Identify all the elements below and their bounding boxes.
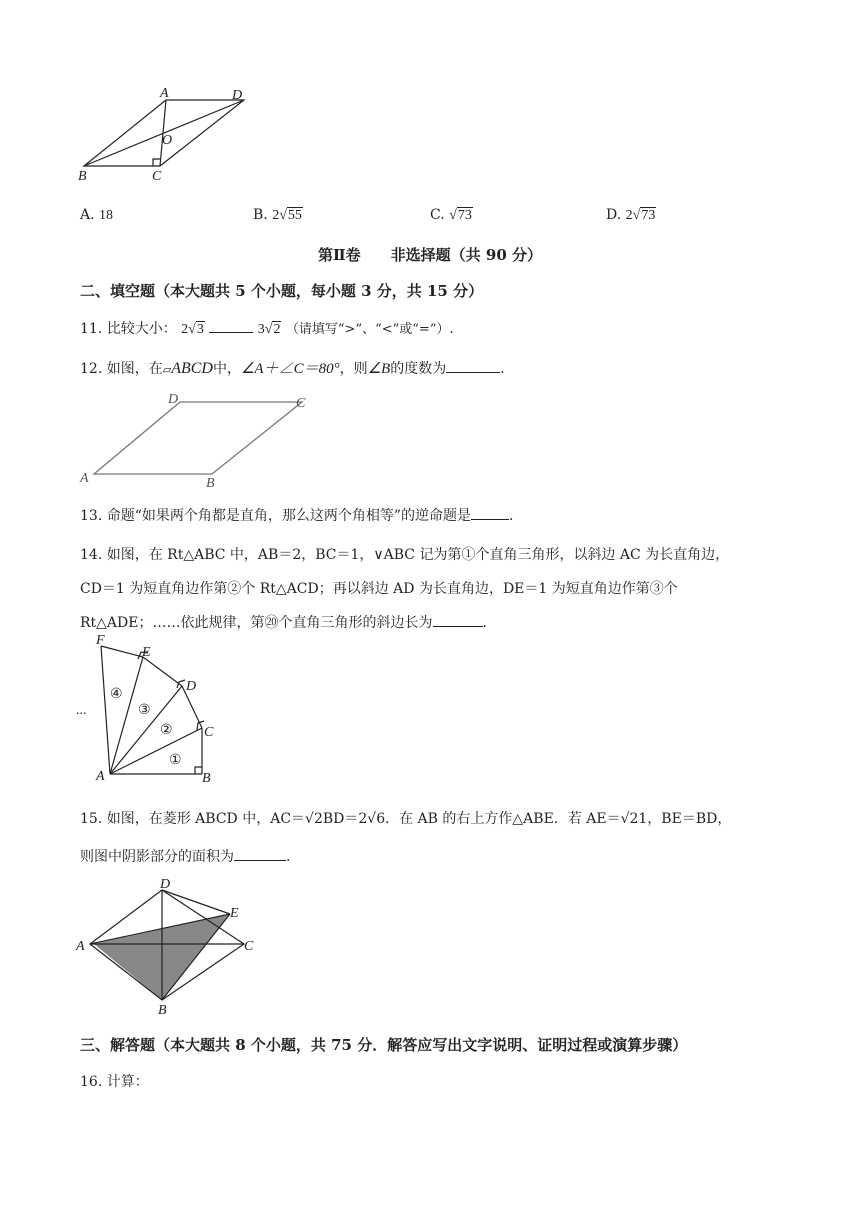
label-B: B — [158, 1003, 167, 1018]
option-c — [430, 207, 473, 224]
q15-text1: 如图，在菱形 ABCD 中，AC＝√2BD＝2√6．在 AB 的右上方作△ABE．若 AE＝√21，BE＝BD， — [106, 811, 732, 827]
part3-heading: 三、解答题（本大题共 8 个小题，共 75 分．解答应写出文字说明、证明过程或演算步骤） — [80, 1036, 688, 1054]
q11-prefix: 比较大小： — [106, 321, 177, 337]
option-d-label: D. — [606, 207, 622, 223]
label-D: D — [168, 392, 179, 407]
q11-a-rad: 3 — [196, 322, 204, 337]
parallelogram-icon: ▱ — [162, 363, 172, 376]
q12-abcd: ABCD — [171, 360, 213, 377]
option-b — [253, 207, 303, 224]
q11-b-coef: 3 — [257, 322, 265, 337]
option-b-coef: 2 — [272, 208, 280, 223]
q14-number: 14. — [80, 547, 103, 563]
q14-line2: CD＝1 为短直角边作第②个 Rt△ACD；再以斜边 AD 为长直角边，DE＝1 为短直角边作第③个 — [80, 581, 678, 597]
q13-number: 13. — [80, 508, 103, 524]
label-F: F — [96, 633, 105, 648]
label-C: C — [152, 169, 162, 184]
label-A: A — [80, 471, 89, 486]
sqrt-icon: √ — [264, 322, 273, 337]
q12-text2: 中， — [212, 361, 241, 377]
q12-end: . — [500, 361, 505, 377]
label-E: E — [142, 645, 151, 660]
q16-number: 16. — [80, 1074, 103, 1090]
label-C: C — [244, 939, 254, 954]
label-A: A — [160, 86, 169, 101]
question-12 — [80, 357, 505, 378]
q11-number: 11. — [80, 321, 103, 337]
option-b-rad: 55 — [287, 208, 302, 223]
answer-blank[interactable] — [209, 318, 253, 333]
sqrt-icon: √ — [188, 322, 196, 337]
question-16 — [80, 1071, 149, 1091]
figure-rhombus-shaded — [72, 874, 272, 1020]
q15-text2: 则图中阴影部分的面积为 — [80, 849, 234, 865]
q14-end: . — [482, 615, 487, 631]
figure-triangle-spiral — [76, 630, 236, 786]
q12-text1: 如图，在 — [106, 361, 163, 377]
label-E: E — [230, 906, 239, 921]
q15-line1 — [80, 800, 790, 838]
q14-text3: Rt△ADE；……依此规律，第⑳个直角三角形的斜边长为 — [80, 615, 433, 631]
q12-text3: ，则 — [339, 361, 368, 377]
q14-text1: 如图，在 Rt△ABC 中，AB＝2，BC＝1，∨ABC 记为第①个直角三角形，以斜边 AC 为长直角边， — [106, 547, 730, 563]
sqrt-icon: √ — [449, 208, 457, 223]
q15-line2 — [80, 838, 790, 876]
label-C: C — [296, 396, 306, 411]
q13-end: . — [509, 508, 514, 524]
answer-blank[interactable] — [433, 612, 483, 627]
option-d-rad: 73 — [641, 208, 656, 223]
answer-blank[interactable] — [471, 505, 509, 520]
question-13 — [80, 505, 514, 525]
label-O: O — [162, 133, 173, 148]
q11-a-coef: 2 — [181, 322, 189, 337]
section-title: 第Ⅱ卷 非选择题（共 90 分） — [318, 246, 542, 264]
q12-text4: 的度数为 — [390, 361, 447, 377]
option-d-coef: 2 — [625, 208, 633, 223]
sqrt-icon: √ — [632, 208, 641, 223]
part2-heading: 二、填空题（本大题共 5 个小题，每小题 3 分，共 15 分） — [80, 282, 484, 300]
option-d — [606, 207, 656, 224]
option-a-label: A. — [80, 207, 95, 223]
question-15 — [80, 800, 790, 876]
q15-number: 15. — [80, 811, 103, 827]
label-n1: ① — [169, 753, 182, 768]
option-a-value: 18 — [99, 208, 114, 223]
sqrt-icon: √ — [279, 208, 287, 223]
label-n3: ③ — [138, 703, 151, 718]
option-b-label: B. — [253, 207, 268, 223]
answer-blank[interactable] — [234, 846, 286, 861]
q15-end: . — [286, 849, 291, 865]
q12-expr: ∠A＋∠C＝80° — [240, 361, 340, 377]
q11-b-rad: 2 — [273, 322, 281, 337]
label-D: D — [160, 877, 171, 892]
figure-parallelogram-diagonals — [72, 84, 272, 188]
label-B: B — [202, 771, 211, 786]
q13-text: 命题“如果两个角都是直角，那么这两个角相等”的逆命题是 — [106, 508, 472, 524]
option-c-rad: 73 — [457, 208, 472, 223]
label-D: D — [232, 88, 243, 103]
q11-note: （请填写“>”、“<”或“=”）. — [285, 322, 454, 337]
q12-angle-b: ∠B — [367, 361, 391, 377]
q14-line1 — [80, 538, 780, 572]
figure-parallelogram — [72, 388, 322, 490]
label-C: C — [204, 725, 214, 740]
label-n2: ② — [160, 723, 173, 738]
question-14 — [80, 538, 780, 640]
answer-blank[interactable] — [446, 358, 500, 373]
label-A: A — [96, 769, 105, 784]
q12-number: 12. — [80, 361, 103, 377]
q16-text: 计算： — [106, 1074, 149, 1090]
option-a — [80, 207, 113, 224]
question-11 — [80, 318, 454, 338]
ellipsis: ... — [76, 703, 87, 718]
label-B: B — [206, 476, 215, 490]
label-A: A — [76, 939, 85, 954]
label-B: B — [78, 169, 87, 184]
label-D: D — [186, 679, 197, 694]
label-n4: ④ — [110, 687, 123, 702]
option-c-label: C. — [430, 207, 445, 223]
